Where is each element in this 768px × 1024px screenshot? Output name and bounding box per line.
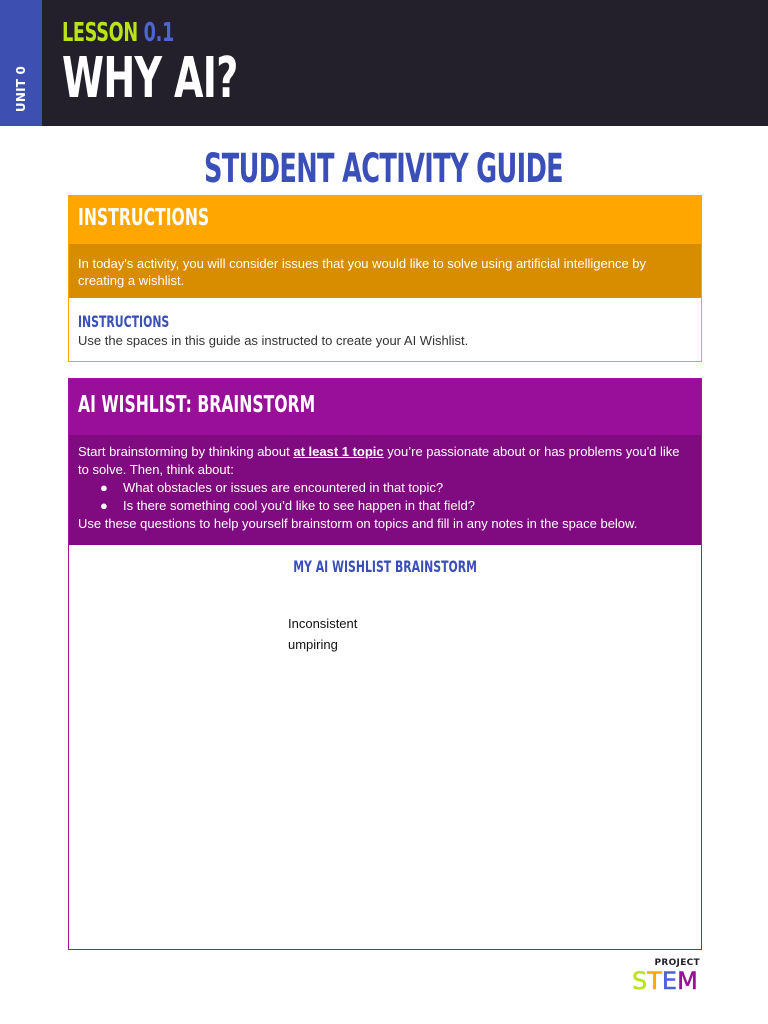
brainstorm-header [69,379,701,435]
instructions-description-text: In today's activity, you will consider issues that you would like to solve using artificial intelligence by creating a wishlist. [78,256,647,288]
brainstorm-area-title-text: MY AI WISHLIST BRAINSTORM [293,557,477,576]
lesson-header [0,0,768,126]
lesson-word: LESSON [62,18,138,48]
list-item [78,479,678,497]
brainstorm-description [69,435,701,545]
question-text: What obstacles or issues are encountered in that topic? [123,480,444,495]
intro-before: Start brainstorming by thinking about [78,444,294,459]
logo-letter-m: M [677,967,698,995]
instructions-heading: INSTRUCTIONS [78,205,210,231]
note-line: umpiring [288,637,338,652]
bullet-icon: ● [100,498,108,513]
lesson-number: 0.1 [143,18,174,48]
instructions-description [69,244,701,298]
brainstorm-area-title [69,557,701,577]
logo-letter-s: S [632,967,648,995]
brainstorm-notes[interactable] [288,613,357,655]
page-title [0,146,768,192]
brainstorm-intro [78,443,692,479]
intro-after: you’re passionate about or has problems you'd like to solve. Then, think about: [78,444,680,477]
page-title-text: STUDENT ACTIVITY GUIDE [204,146,564,192]
instructions-subheading: INSTRUCTIONS [78,312,170,331]
lesson-title: WHY AI? [62,46,238,111]
instructions-box [68,195,702,362]
logo-letter-t: T [647,967,662,995]
instructions-subtext: Use the spaces in this guide as instructed to create your AI Wishlist. [78,333,469,348]
brainstorm-outro: Use these questions to help yourself brainstorm on topics and fill in any notes in the space below. [78,516,638,531]
unit-label: UNIT 0 [14,65,28,113]
logo-project-text: PROJECT [654,958,700,968]
instructions-header [69,196,701,244]
intro-highlight: at least 1 topic [293,444,384,459]
unit-tab [0,0,42,126]
note-line: Inconsistent [288,616,358,631]
brainstorm-heading: AI WISHLIST: BRAINSTORM [78,392,316,418]
brainstorm-box [68,378,702,950]
question-text: Is there something cool you’d like to see happen in that field? [123,498,475,513]
brainstorm-question-list [78,479,678,515]
bullet-icon: ● [100,480,108,495]
lesson-label [62,18,174,48]
list-item [78,497,678,515]
logo-letter-e: E [661,967,678,995]
project-stem-logo [632,958,700,998]
logo-stem-text [632,969,698,993]
